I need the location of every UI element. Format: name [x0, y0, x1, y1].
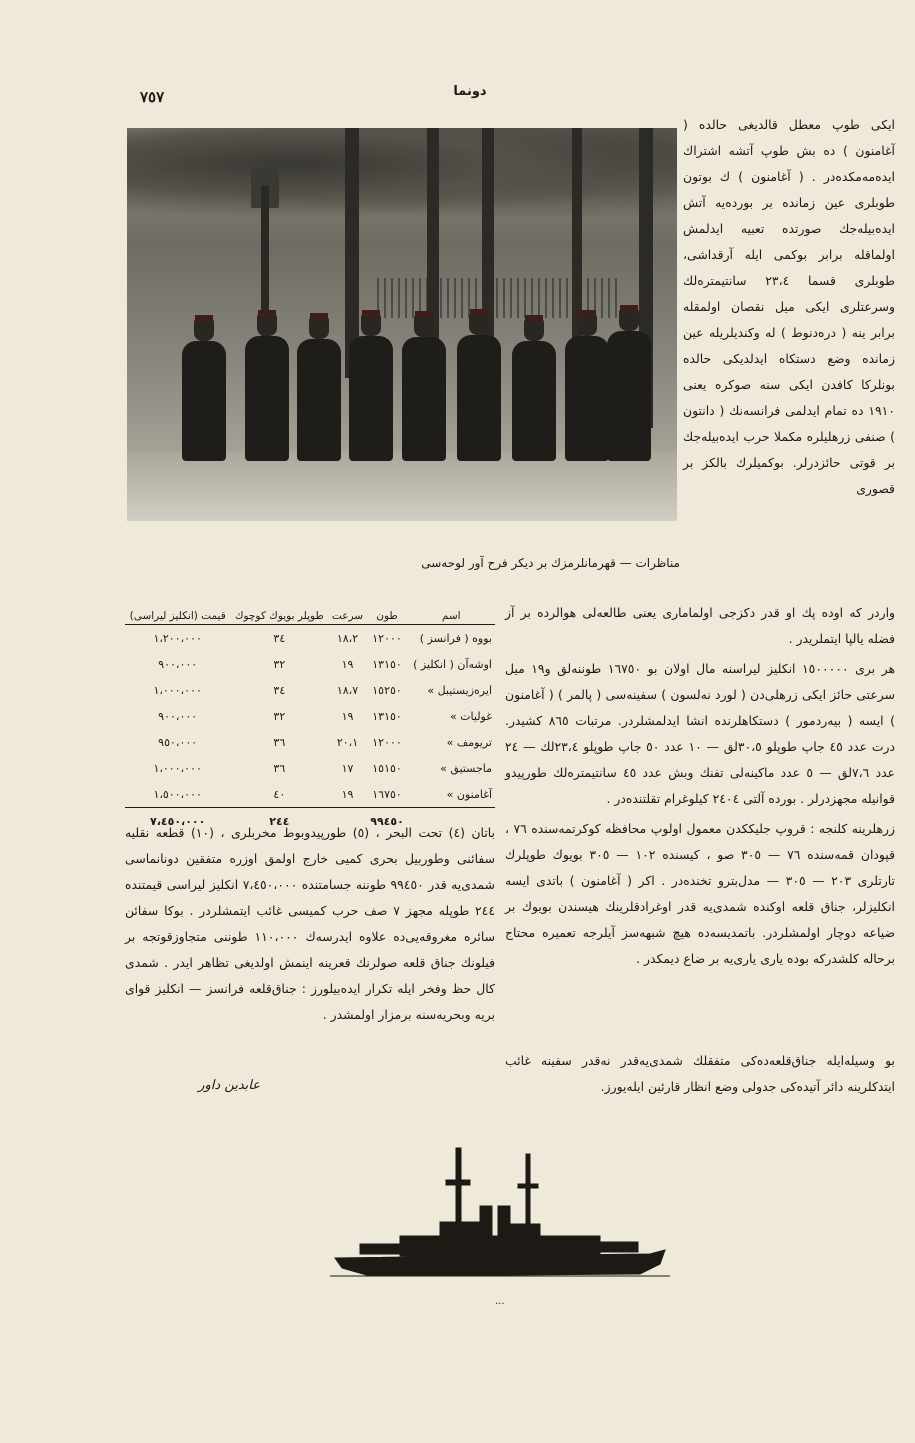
col-header-value: قيمت (انكليز ليراسى) [125, 608, 230, 625]
col-header-name: اسم [407, 608, 495, 625]
ship-value: ٩٠٠،٠٠٠ [158, 657, 198, 671]
photo-officer [512, 341, 556, 461]
table-row [125, 729, 495, 755]
right-column-text: ايكى طوپ معطل قالديغى حالده ( آغامنون ) ده بش طوپ آتشه اشتراك ايده‌مه‌مكده‌در . ( آغامنون ) ك بوتون طوبلرى عين زمانده بر بورده‌يه آتش ايده‌بيله‌جك صورتده تعبيه ايدلمش اولماقله برابر بوكمى ايله آرقداشى، طوبلرى قسما ٢٣،٤ سانتيمتره‌لك وسرعتلرى ايكى ميل نقصان اولمقله برابر ينه ( دره‌دنوط ) له وكنديلريله عين زمانده وضع دستكاه ايدلديكى حالده بونلركا كافدن ايكى سنه صوكره يعنى ١٩١٠ ده تمام ايدلمى فرانسه‌نك ( دانتون ) صنفى زرهليلره مكملا حرب ايده‌بيله‌جك بر قوتى حائزدرلر. بوكميلرك بالكز بر قصورى [683, 117, 895, 496]
ship-value: ١،٢٠٠،٠٠٠ [153, 631, 202, 645]
photo-officer [182, 341, 226, 461]
ship-speed: ٢٠،١ [336, 735, 359, 749]
photo-officer [457, 335, 501, 461]
ship-deckhouse [510, 1224, 540, 1238]
group-photo [127, 128, 677, 521]
closing-paragraph: بو وسيله‌ايله جناق‌قلعه‌ده‌كى متفقلك شمدى‌يه‌قدر نه‌قدر سفينه غائب ايتدكلرينه دائر آتيده‌كى جدولى وضع انظار قارئين ايله‌يورز. [505, 1053, 895, 1094]
ship-name: آغامنون » [446, 787, 492, 801]
ship-funnel [498, 1206, 510, 1236]
page-number: ٧٥٧ [140, 88, 165, 106]
col-header-tonnage: طون [367, 608, 408, 625]
author-signature: عابدين داور [198, 1078, 260, 1093]
ship-tonnage: ١٥٢٥٠ [372, 683, 402, 697]
ship-guns: ٣٦ [273, 761, 286, 775]
ship-value: ١،٠٠٠،٠٠٠ [153, 761, 202, 775]
ship-mast [526, 1154, 530, 1226]
lost-ships-table [125, 608, 495, 834]
photo-officer [607, 331, 651, 461]
ship-superstructure [400, 1236, 600, 1256]
ship-name: تريومف » [446, 735, 492, 749]
col-header-speed: سرعت [328, 608, 366, 625]
ship-tonnage: ١٣١٥٠ [372, 709, 402, 723]
ship-tonnage: ١٦٧٥٠ [372, 787, 402, 801]
ship-speed: ١٨،٢ [336, 631, 359, 645]
ship-guns: ٣٤ [273, 683, 286, 697]
col-header-guns: طوپلر بويوك كوچوك [230, 608, 328, 625]
ship-funnel [480, 1206, 492, 1236]
total-tonnage: ٩٩٤٥٠ [367, 808, 408, 835]
running-head: دونما [453, 84, 487, 99]
ship-name: ماجستيق » [440, 761, 492, 775]
ship-value: ٩٥٠،٠٠٠ [158, 735, 198, 749]
ship-tonnage: ١٢٠٠٠ [372, 631, 402, 645]
ship-value: ١،٠٠٠،٠٠٠ [153, 683, 202, 697]
footer-mark: ... [495, 1296, 505, 1307]
photo-caption: مناظرات — قهرمانلرمزك بر ديكر فرح آور لوحه‌سى [421, 556, 680, 570]
ship-speed: ١٧ [341, 761, 354, 775]
ship-name: ايرەزيستيبل » [427, 683, 492, 697]
ship-yard [518, 1184, 538, 1188]
left-column-text: باتان (٤) تحت البحر ، (٥) طورپيدوبوط مخربلرى ، (١٠) قطعه نقليه سفائنى وطوربيل بحرى كميى خارج اولمق اوزره متفقين دونانماسى شمدى‌يه قدر ٩٩٤٥٠ طوننه جسامتنده ٧،٤٥٠،٠٠٠ انكليز ليراسى قيمتنده ٢٤٤ طوپله مجهز ٧ صف حرب كميسى غائب ايتمشلردر . بوكا سفائن سائره مغروقه‌يى‌ده علاوه ايدرسه‌ك ١١٠،٠٠٠ طوننى متجاوزقوتجه بر فيلونك جناق قلعه صولرنك قعرينه اينمش اولديغى تظاهر ايدر . شمدى كال حظ وفخر ايله تكرار ايده‌بيلورز : جناق‌قلعه فرانسز — انكليز قواى بريه وبحريه‌سنه برمزار اولمشدر . [125, 825, 496, 1022]
ship-turret [360, 1244, 400, 1254]
ship-guns: ٣٤ [273, 631, 286, 645]
table-row [125, 755, 495, 781]
photo-officer [349, 336, 393, 461]
table-header-row [125, 608, 495, 625]
ship-guns: ٤٠ [273, 787, 286, 801]
ship-name: غوليات » [449, 709, 492, 723]
ship-name: بووه ( فرانسز ) [419, 631, 492, 645]
ship-speed: ١٩ [341, 709, 354, 723]
photo-foliage [127, 128, 677, 218]
ship-tonnage: ١٥١٥٠ [372, 761, 402, 775]
ship-yard [446, 1180, 470, 1185]
paragraph: زرهلرينه كلنجه : قروپ جليككدن معمول اولوپ محافظه كوكرتمه‌سنده ٧٦ ، قپودان قمه‌سنده ٧٦ — ٣٠٥ صو ، كيسنده ١٠٢ — ٣٠٥ بويوك طوپلرك تارتلرى ٢٠٣ — ٣٠٥ — مدل‌بترو تخنده‌در . اكر ( آغامنون ) باتدى ايسه انكليزلر، جناق قلعه اوكنده شمدى‌يه قدر اوغرادقلرينك هيسندن بويوك بر ضياعه دوچار اولمشلردر. باتمديسه‌ده هيچ شبهه‌سز آيلرجه تعميره محتاج برحاله كلشدركه بوده يارى يارى‌يه بر ضاع ديمكدر . [505, 821, 895, 966]
table-row [125, 677, 495, 703]
ship-tonnage: ١٣١٥٠ [372, 657, 402, 671]
main-text-block [505, 600, 895, 972]
total-value: ٧،٤٥٠،٠٠٠ [125, 808, 230, 835]
battleship-illustration [330, 1140, 670, 1290]
ship-guns: ٣٦ [273, 735, 286, 749]
photo-officer [565, 336, 609, 461]
table-row [125, 625, 495, 652]
table-row [125, 651, 495, 677]
table-row [125, 703, 495, 729]
ship-guns: ٣٢ [273, 657, 286, 671]
ship-value: ٩٠٠،٠٠٠ [158, 709, 198, 723]
ship-name: اوشه‌آن ( انكليز ) [413, 657, 492, 671]
paragraph: واردر كه اوده پك او قدر دكزجى اولمامارى يعنى طالعه‌لى هوالرده بر آز فضله يالپا ايتملريدر . [505, 605, 895, 646]
ship-mast [456, 1148, 461, 1224]
ship-guns: ٣٢ [273, 709, 286, 723]
ship-speed: ١٨،٧ [336, 683, 359, 697]
total-guns: ٢٤٤ [230, 808, 328, 835]
photo-ground [127, 451, 677, 521]
photo-officer [402, 337, 446, 461]
table-row [125, 781, 495, 808]
photo-officer [245, 336, 289, 461]
ship-tonnage: ١٢٠٠٠ [372, 735, 402, 749]
ship-value: ١،٥٠٠،٠٠٠ [153, 787, 202, 801]
paragraph: هر برى ١٥٠٠٠٠٠ انكليز ليراسنه مال اولان بو ١٦٧٥٠ طوننه‌لق و١٩ ميل سرعتى حائز ايكى زرهلى‌دن ( لورد نه‌لسون ) سفينه‌سى ( پالمر ) ( آغامنون ) ايسه ( بيه‌ردمور ) دستكاهلرنده انشا ايدلمشلردر. مرتبات ٨٦٥ كشيدر. درت عدد ٤٥ جاپ طوپلو ٣٠،٥لق — ١٠ عدد ٥٠ جاپ طوپلو ٢٣،٤لك — ٢٤ عدد ٧،٦لق — ٥ عدد ماكينه‌لى تفنك وبش عدد ٤٥ سانتيمتره‌لك طورپيدو قوانيله مجهزدرلر . بورده آلتى ٢٤٠٤ كيلوغرام تقلتنده‌در . [505, 661, 895, 806]
photo-officer [297, 339, 341, 461]
ship-speed: ١٩ [341, 657, 354, 671]
ship-turret [598, 1242, 638, 1252]
ship-speed: ١٩ [341, 787, 354, 801]
